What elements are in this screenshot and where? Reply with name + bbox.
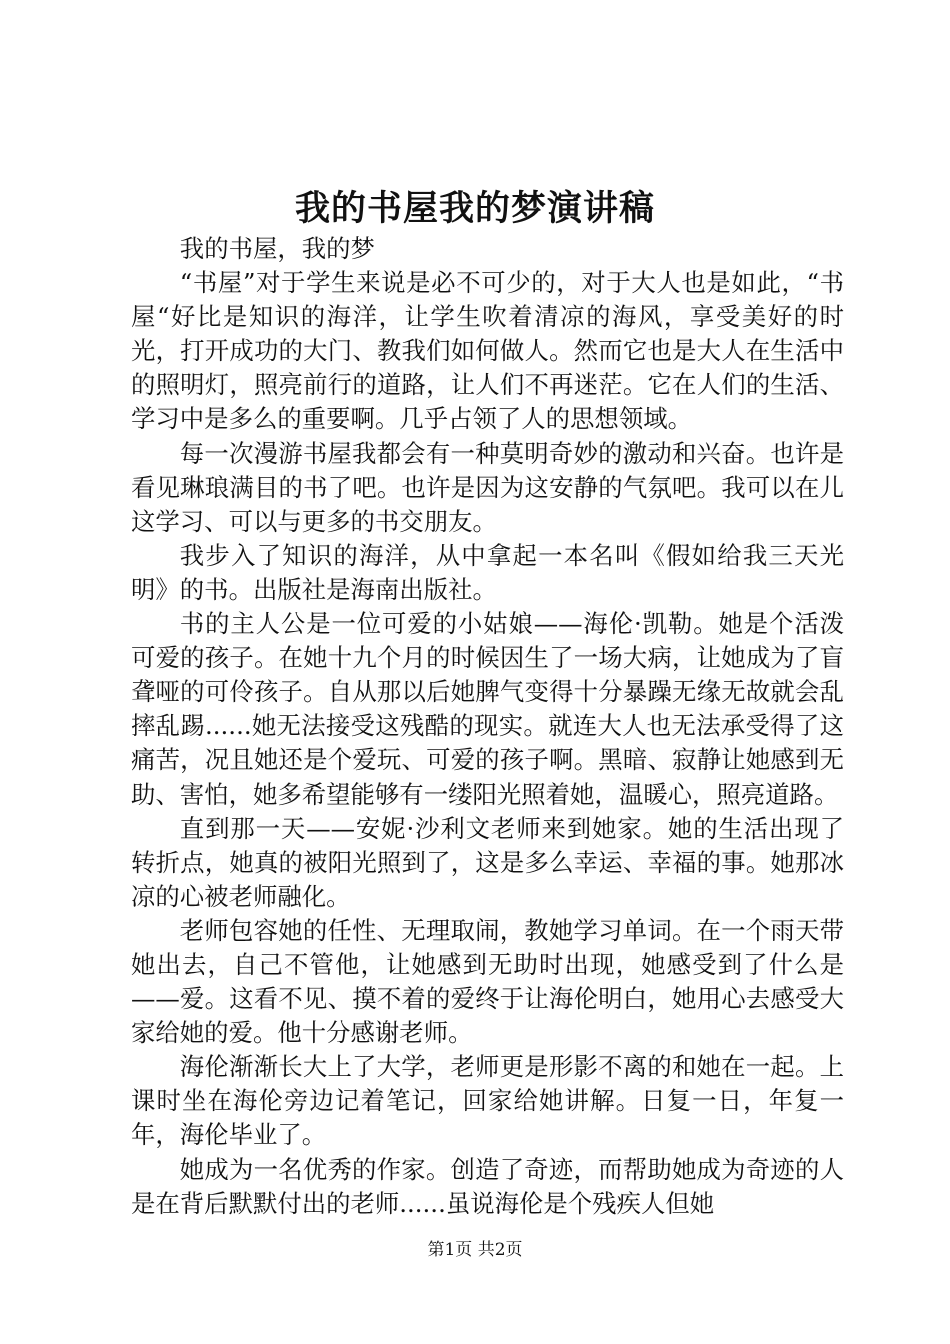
- paragraph: 海伦渐渐长大上了大学，老师更是形影不离的和她在一起。上课时坐在海伦旁边记着笔记，回家给她讲解。日复一日，年复一年，海伦毕业了。: [131, 1052, 844, 1150]
- document-title: 我的书屋我的梦演讲稿: [294, 188, 655, 229]
- paragraph: 书的主人公是一位可爱的小姑娘——海伦·凯勒。她是个活泼可爱的孩子。在她十九个月的时候因生了一场大病，让她成为了盲聋哑的可伶孩子。自从那以后她脾气变得十分暴躁无缘无故就会乱摔乱踢......她无法接受这残酷的现实。就连大人也无法承受得了这痛苦，况且她还是个爱玩、可爱的孩子啊。黑暗、寂静让她感到无助、害怕，她多希望能够有一缕阳光照着她，温暖心，照亮道路。: [131, 609, 844, 809]
- paragraph: 我步入了知识的海洋，从中拿起一本名叫《假如给我三天光明》的书。出版社是海南出版社。: [131, 540, 844, 604]
- paragraph: 每一次漫游书屋我都会有一种莫明奇妙的激动和兴奋。也许是看见琳琅满目的书了吧。也许是因为这安静的气氛吧。我可以在儿这学习、可以与更多的书交朋友。: [131, 438, 844, 536]
- document-body: [131, 232, 844, 1221]
- paragraph: 她成为一名优秀的作家。创造了奇迹，而帮助她成为奇迹的人是在背后默默付出的老师......虽说海伦是个残疾人但她: [131, 1154, 844, 1218]
- paragraph: “书屋”对于学生来说是必不可少的，对于大人也是如此，“书屋“好比是知识的海洋，让学生吹着清凉的海风，享受美好的时光，打开成功的大门、教我们如何做人。然而它也是大人在生活中的照明灯，照亮前行的道路，让人们不再迷茫。它在人们的生活、学习中是多么的重要啊。几乎占领了人的思想领域。: [131, 268, 844, 434]
- page-number-footer: 第1页 共2页: [427, 1240, 523, 1260]
- paragraph: 直到那一天——安妮·沙利文老师来到她家。她的生活出现了转折点，她真的被阳光照到了，这是多么幸运、幸福的事。她那冰凉的心被老师融化。: [131, 813, 844, 911]
- paragraph: 我的书屋，我的梦: [179, 234, 375, 263]
- paragraph: 老师包容她的任性、无理取闹，教她学习单词。在一个雨天带她出去，自己不管他，让她感到无助时出现，她感受到了什么是——爱。这看不见、摸不着的爱终于让海伦明白，她用心去感受大家给她的爱。他十分感谢老师。: [131, 915, 844, 1048]
